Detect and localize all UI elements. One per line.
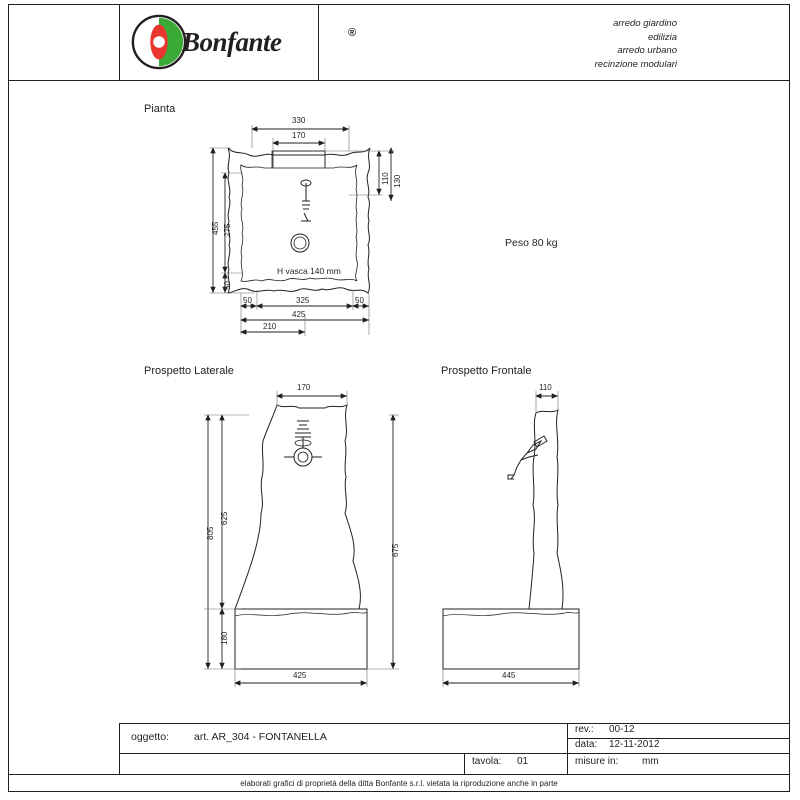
weight-note: Peso 80 kg bbox=[505, 237, 558, 249]
technical-drawing-canvas bbox=[9, 5, 791, 793]
bonfante-logo-icon bbox=[130, 13, 188, 71]
plan-dim-330: 330 bbox=[292, 116, 306, 125]
rev-value: 00-12 bbox=[609, 724, 635, 735]
side-dim-425: 425 bbox=[293, 671, 307, 680]
divider-rev-date bbox=[567, 738, 789, 739]
drawing-sheet bbox=[8, 4, 790, 792]
plan-dim-130: 130 bbox=[393, 174, 402, 188]
plan-dim-455: 455 bbox=[211, 221, 220, 235]
header-category-2: arredo urbano bbox=[617, 45, 677, 56]
table-label: tavola: bbox=[472, 756, 502, 767]
front-dim-110: 110 bbox=[539, 383, 552, 392]
units-value: mm bbox=[642, 756, 659, 767]
brand-name: Bonfante bbox=[182, 27, 282, 57]
disclaimer-text: elaborati grafici di proprietà della ditta Bonfante s.r.l. vietata la riproduzione anche in parte bbox=[240, 779, 558, 788]
basin-height-note: H vasca 140 mm bbox=[277, 266, 341, 276]
date-value: 12-11-2012 bbox=[609, 739, 660, 750]
table-value: 01 bbox=[517, 756, 529, 767]
front-dim-445: 445 bbox=[502, 671, 516, 680]
title-block-row-table bbox=[119, 753, 789, 774]
header-category-list bbox=[595, 17, 677, 71]
units-label: misure in: bbox=[575, 756, 619, 767]
front-dim-675: 675 bbox=[391, 543, 400, 557]
plan-view-title: Pianta bbox=[144, 103, 176, 115]
plan-dim-50-bottom-right: 50 bbox=[355, 296, 364, 305]
divider-table bbox=[464, 753, 465, 774]
header-category-0: arredo giardino bbox=[613, 18, 677, 29]
plan-dim-110: 110 bbox=[381, 172, 390, 185]
plan-dim-325: 325 bbox=[296, 296, 310, 305]
sheet-header bbox=[9, 5, 789, 81]
plan-dim-425: 425 bbox=[292, 310, 306, 319]
plan-dim-170: 170 bbox=[292, 131, 306, 140]
object-label: oggetto: bbox=[131, 731, 169, 743]
side-dim-805: 805 bbox=[206, 526, 215, 540]
plan-dim-50-left: 50 bbox=[223, 281, 232, 290]
plan-dim-275: 275 bbox=[223, 223, 232, 237]
header-category-1: edilizia bbox=[647, 31, 677, 43]
side-view-title: Prospetto Laterale bbox=[144, 365, 234, 377]
date-label: data: bbox=[575, 739, 598, 750]
plan-dim-210: 210 bbox=[263, 322, 277, 331]
header-category-3: recinzione modulari bbox=[594, 58, 677, 70]
object-value: art. AR_304 - FONTANELLA bbox=[194, 731, 327, 743]
title-block-row-disclaimer bbox=[9, 774, 789, 791]
side-dim-625: 625 bbox=[220, 511, 229, 525]
logo-box bbox=[119, 5, 357, 80]
side-dim-180: 180 bbox=[220, 631, 229, 645]
side-dim-170: 170 bbox=[297, 383, 311, 392]
title-block bbox=[9, 723, 789, 791]
brand-registered-mark: ® bbox=[348, 27, 357, 39]
front-view-title: Prospetto Frontale bbox=[441, 365, 532, 377]
divider-rev bbox=[567, 723, 568, 774]
rev-label: rev.: bbox=[575, 724, 594, 735]
plan-dim-50-bottom-left: 50 bbox=[243, 296, 252, 305]
